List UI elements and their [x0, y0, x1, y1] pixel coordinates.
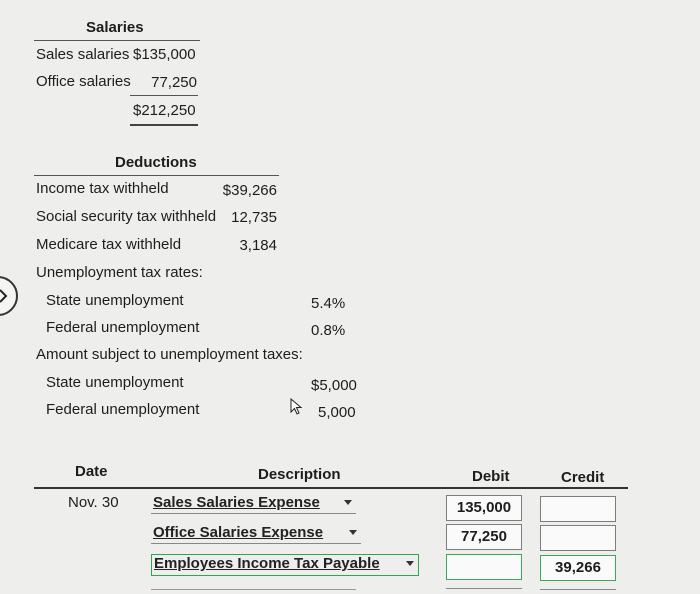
credit-input-row-3[interactable]: 39,266 — [540, 555, 616, 581]
state-subject-label: State unemployment — [46, 374, 184, 391]
account-select-row-3[interactable] — [151, 554, 419, 576]
account-select-value: Office Salaries Expense — [153, 524, 324, 541]
federal-rate-value: 0.8% — [311, 322, 346, 339]
sales-salaries-amount: $135,000 — [133, 46, 196, 63]
date-column-header: Date — [75, 463, 108, 480]
caret-down-icon — [406, 561, 414, 566]
debit-input-row-2[interactable]: 77,250 — [446, 524, 522, 550]
deductions-heading: Deductions — [115, 154, 197, 171]
sales-salaries-label: Sales salaries — [36, 46, 130, 63]
office-salaries-label: Office salaries — [36, 73, 131, 90]
credit-input-row-4-edge[interactable] — [540, 589, 616, 590]
debit-column-header: Debit — [472, 468, 510, 485]
credit-input-row-2[interactable] — [540, 525, 616, 551]
state-rate-label: State unemployment — [46, 292, 184, 309]
previous-step-button[interactable] — [0, 276, 18, 316]
income-tax-amount: $39,266 — [222, 182, 277, 199]
salaries-heading-rule — [34, 40, 200, 41]
account-select-row-2[interactable] — [151, 524, 361, 544]
amount-subject-heading: Amount subject to unemployment taxes: — [36, 346, 303, 363]
credit-column-header: Credit — [561, 469, 605, 486]
account-select-value: Employees Income Tax Payable — [154, 555, 380, 572]
journal-header-rule — [34, 487, 628, 489]
account-select-row-1[interactable] — [151, 494, 356, 514]
salaries-total-double-rule — [130, 124, 198, 126]
medicare-amount: 3,184 — [239, 237, 277, 254]
salaries-total: $212,250 — [133, 102, 196, 119]
mouse-pointer-icon — [290, 398, 304, 421]
federal-subject-value: 5,000 — [318, 404, 356, 421]
income-tax-label: Income tax withheld — [36, 180, 169, 197]
deductions-heading-rule — [34, 175, 279, 176]
debit-input-row-3[interactable] — [446, 554, 522, 580]
state-rate-value: 5.4% — [311, 295, 346, 312]
social-security-label: Social security tax withheld — [36, 208, 217, 225]
salaries-sum-rule — [130, 95, 198, 96]
medicare-label: Medicare tax withheld — [36, 236, 182, 253]
caret-down-icon — [349, 530, 357, 535]
social-security-amount: 12,735 — [231, 209, 277, 226]
unemployment-rates-heading: Unemployment tax rates: — [36, 264, 203, 281]
description-column-header: Description — [258, 466, 341, 483]
debit-input-row-1[interactable]: 135,000 — [446, 495, 522, 521]
debit-input-row-4-edge[interactable] — [446, 588, 522, 589]
chevron-right-icon — [0, 289, 8, 303]
salaries-heading: Salaries — [86, 19, 144, 36]
state-subject-value: $5,000 — [311, 377, 357, 394]
journal-date: Nov. 30 — [68, 494, 119, 511]
account-select-value: Sales Salaries Expense — [153, 494, 320, 511]
federal-rate-label: Federal unemployment — [46, 319, 200, 336]
caret-down-icon — [344, 500, 352, 505]
account-select-row-4-edge[interactable] — [151, 589, 356, 590]
office-salaries-amount: 77,250 — [151, 74, 197, 91]
federal-subject-label: Federal unemployment — [46, 401, 200, 418]
credit-input-row-1[interactable] — [540, 496, 616, 522]
